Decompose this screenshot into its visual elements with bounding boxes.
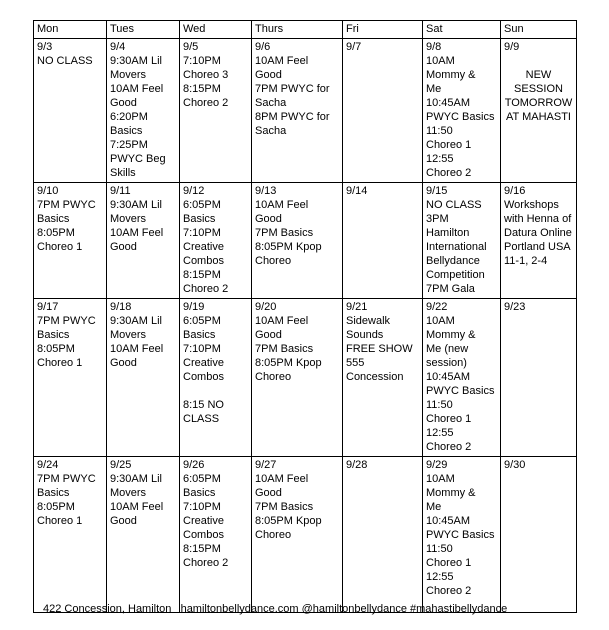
event-line: Me — [426, 501, 442, 513]
event-line: Movers — [110, 487, 147, 499]
event-line: 12:55 — [426, 427, 454, 439]
day-date: 9/4 — [110, 41, 126, 53]
event-line: 6:05PM — [183, 315, 221, 327]
header-sat: Sat — [423, 21, 501, 39]
day-date: 9/30 — [504, 459, 526, 471]
event-line: Sacha — [255, 97, 287, 109]
event-line: Datura Online — [504, 227, 572, 239]
event-line: 10AM Feel — [255, 315, 309, 327]
event-line: 7PM Basics — [255, 227, 314, 239]
event-line: Choreo 1 — [426, 413, 472, 425]
day-cell — [107, 39, 180, 183]
event-line: 8:15 NO — [183, 399, 224, 411]
event-line: Concession — [346, 371, 404, 383]
event-line: NO CLASS — [426, 199, 482, 211]
event-line: PWYC Beg — [110, 153, 166, 165]
day-cell — [252, 183, 343, 299]
event-line: 8:05PM Kpop — [255, 241, 322, 253]
day-date: 9/6 — [255, 41, 271, 53]
day-date: 9/7 — [346, 41, 362, 53]
day-cell — [34, 457, 107, 613]
event-line: Mommy & — [426, 487, 476, 499]
event-line: Competition — [426, 269, 485, 281]
day-date: 9/5 — [183, 41, 199, 53]
event-line: 8PM PWYC for — [255, 111, 330, 123]
day-date: 9/9 — [504, 41, 520, 53]
event-line: AT MAHASTI — [506, 111, 571, 123]
event-line: Good — [110, 515, 137, 527]
header-fri: Fri — [343, 21, 423, 39]
day-cell — [343, 457, 423, 613]
event-line: 12:55 — [426, 571, 454, 583]
day-date: 9/16 — [504, 185, 526, 197]
event-line: 7PM Basics — [255, 343, 314, 355]
event-line: 8:05PM — [37, 501, 75, 513]
event-line: 9:30AM Lil — [110, 473, 162, 485]
event-line: 7PM PWYC — [37, 199, 96, 211]
event-line: 555 — [346, 357, 365, 369]
event-line: Good — [255, 329, 282, 341]
event-line: Workshops — [504, 199, 559, 211]
event-line: Mommy & — [426, 329, 476, 341]
event-line: 10AM Feel — [255, 199, 309, 211]
day-cell — [34, 299, 107, 457]
event-line: 9:30AM Lil — [110, 55, 162, 67]
event-line: Sidewalk — [346, 315, 391, 327]
event-line — [183, 384, 248, 398]
event-line: 8:05PM — [37, 343, 75, 355]
event-line: 10:45AM — [426, 371, 471, 383]
day-date: 9/27 — [255, 459, 277, 471]
event-line: 7PM PWYC for — [255, 83, 330, 95]
day-date: 9/29 — [426, 459, 448, 471]
day-date: 9/21 — [346, 301, 368, 313]
event-line: International — [426, 241, 487, 253]
event-line: 10:45AM — [426, 97, 471, 109]
event-line: Choreo 1 — [37, 515, 83, 527]
day-date: 9/3 — [37, 41, 53, 53]
day-cell — [34, 39, 107, 183]
event-line: Good — [255, 487, 282, 499]
event-line: Bellydance — [426, 255, 480, 267]
event-line: 7PM PWYC — [37, 315, 96, 327]
day-cell — [501, 39, 577, 183]
event-line: Good — [110, 357, 137, 369]
day-date: 9/19 — [183, 301, 205, 313]
event-line: 6:05PM — [183, 473, 221, 485]
day-date: 9/22 — [426, 301, 448, 313]
event-line: 7:10PM — [183, 55, 221, 67]
event-line: Mommy & — [426, 69, 476, 81]
event-line: Choreo 2 — [183, 557, 229, 569]
event-line: 11:50 — [426, 399, 453, 411]
day-cell — [107, 457, 180, 613]
week-row — [34, 39, 577, 183]
event-line: 11:50 — [426, 543, 453, 555]
day-cell — [423, 457, 501, 613]
event-line: 10AM Feel — [110, 501, 164, 513]
event-line: Choreo 1 — [37, 357, 83, 369]
day-cell — [343, 183, 423, 299]
event-line: 7PM Basics — [255, 501, 314, 513]
event-line: 8:15PM — [183, 269, 221, 281]
day-cell — [107, 183, 180, 299]
day-cell — [423, 299, 501, 457]
event-line: Choreo 1 — [426, 557, 472, 569]
event-line: FREE SHOW — [346, 343, 413, 355]
event-line: 8:15PM — [183, 83, 221, 95]
event-line — [504, 54, 573, 68]
event-line: 7:10PM — [183, 343, 221, 355]
day-date: 9/24 — [37, 459, 59, 471]
event-line: Basics — [37, 487, 70, 499]
event-line: Combos — [183, 529, 224, 541]
day-cell — [343, 299, 423, 457]
event-line: TOMORROW — [504, 97, 573, 109]
event-line: 7PM PWYC — [37, 473, 96, 485]
event-line: 8:05PM — [37, 227, 75, 239]
day-date: 9/26 — [183, 459, 205, 471]
event-line: 11-1, 2-4 — [504, 255, 548, 267]
week-row — [34, 183, 577, 299]
event-line: Creative — [183, 515, 224, 527]
event-line: Choreo — [255, 529, 292, 541]
header-mon: Mon — [34, 21, 107, 39]
event-line: 10AM Feel — [255, 473, 309, 485]
event-line: 12:55 — [426, 153, 454, 165]
calendar-body — [34, 39, 577, 613]
event-line: 7PM Gala — [426, 283, 475, 295]
event-line: Choreo 2 — [426, 167, 472, 179]
event-line: Skills — [110, 167, 136, 179]
event-line: Me (new — [426, 343, 469, 355]
event-line: Sacha — [255, 125, 287, 137]
event-line: CLASS — [183, 413, 220, 425]
event-line: 8:05PM Kpop — [255, 515, 322, 527]
footer-contact: 422 Concession, Hamilton hamiltonbellydance.com @hamiltonbellydance #mahastibellydance — [43, 603, 508, 615]
event-line: 3PM — [426, 213, 449, 225]
event-line: 10AM — [426, 55, 455, 67]
event-line: 8:05PM Kpop — [255, 357, 322, 369]
day-date: 9/20 — [255, 301, 277, 313]
week-row — [34, 299, 577, 457]
event-line: 10AM Feel — [110, 83, 164, 95]
event-line: 7:10PM — [183, 501, 221, 513]
event-line: Movers — [110, 329, 147, 341]
event-line: Creative — [183, 241, 224, 253]
day-cell — [180, 457, 252, 613]
event-line: Choreo 2 — [426, 585, 472, 597]
event-line: Combos — [183, 371, 224, 383]
header-tues: Tues — [107, 21, 180, 39]
day-cell — [501, 299, 577, 457]
event-line: Basics — [183, 329, 216, 341]
event-line: Hamilton — [426, 227, 470, 239]
event-line: 10AM — [426, 315, 455, 327]
event-line: Good — [255, 69, 282, 81]
event-line: 8:15PM — [183, 543, 221, 555]
event-line: Choreo — [255, 255, 292, 267]
event-line: 10AM Feel — [110, 343, 164, 355]
event-line: Combos — [183, 255, 224, 267]
event-line: Creative — [183, 357, 224, 369]
event-line: Movers — [110, 69, 147, 81]
event-line: Sounds — [346, 329, 384, 341]
event-line: Choreo 2 — [183, 97, 229, 109]
day-date: 9/13 — [255, 185, 277, 197]
day-date: 9/15 — [426, 185, 448, 197]
event-line: Good — [110, 97, 137, 109]
header-thurs: Thurs — [252, 21, 343, 39]
day-date: 9/14 — [346, 185, 368, 197]
event-line: 6:05PM — [183, 199, 221, 211]
event-line: 10AM Feel — [110, 227, 164, 239]
event-line: session) — [426, 357, 467, 369]
event-line: PWYC Basics — [426, 111, 495, 123]
day-cell — [180, 39, 252, 183]
event-line: 10:45AM — [426, 515, 471, 527]
event-line: Basics — [37, 329, 70, 341]
day-cell — [180, 299, 252, 457]
event-line: Basics — [37, 213, 70, 225]
day-date: 9/25 — [110, 459, 132, 471]
day-date: 9/17 — [37, 301, 59, 313]
header-wed: Wed — [180, 21, 252, 39]
event-line: 9:30AM Lil — [110, 199, 162, 211]
day-cell — [423, 39, 501, 183]
event-line: Choreo 3 — [183, 69, 229, 81]
event-line: 10AM Feel — [255, 55, 309, 67]
day-date: 9/23 — [504, 301, 526, 313]
event-line: Basics — [183, 487, 216, 499]
day-date: 9/28 — [346, 459, 368, 471]
event-line: NEW SESSION — [514, 69, 563, 95]
event-line: NO CLASS — [37, 55, 93, 67]
day-cell — [34, 183, 107, 299]
day-cell — [501, 457, 577, 613]
day-date: 9/8 — [426, 41, 442, 53]
event-line: Basics — [183, 213, 216, 225]
day-cell — [107, 299, 180, 457]
event-line: Basics — [110, 125, 143, 137]
header-sun: Sun — [501, 21, 577, 39]
event-line: PWYC Basics — [426, 529, 495, 541]
event-line: Movers — [110, 213, 147, 225]
event-line: Choreo — [255, 371, 292, 383]
event-line: Choreo 1 — [426, 139, 472, 151]
day-date: 9/11 — [110, 185, 131, 197]
event-line: 11:50 — [426, 125, 453, 137]
day-cell — [252, 299, 343, 457]
event-line: Me — [426, 83, 442, 95]
event-line: 7:10PM — [183, 227, 221, 239]
event-line: Good — [255, 213, 282, 225]
day-cell — [343, 39, 423, 183]
event-line: with Henna of — [504, 213, 572, 225]
event-line: Choreo 2 — [183, 283, 229, 295]
event-line: 10AM — [426, 473, 455, 485]
event-line: 9:30AM Lil — [110, 315, 162, 327]
day-cell — [501, 183, 577, 299]
event-line: 6:20PM — [110, 111, 148, 123]
day-date: 9/12 — [183, 185, 205, 197]
week-row — [34, 457, 577, 613]
event-line: Choreo 1 — [37, 241, 83, 253]
event-line: Choreo 2 — [426, 441, 472, 453]
day-cell — [180, 183, 252, 299]
event-line: Good — [110, 241, 137, 253]
header-row — [34, 21, 577, 39]
event-line: Portland USA — [504, 241, 571, 253]
day-date: 9/18 — [110, 301, 132, 313]
event-line: 7:25PM — [110, 139, 148, 151]
day-cell — [252, 457, 343, 613]
day-date: 9/10 — [37, 185, 59, 197]
day-cell — [252, 39, 343, 183]
calendar-table — [33, 20, 577, 613]
event-line: PWYC Basics — [426, 385, 495, 397]
day-cell — [423, 183, 501, 299]
